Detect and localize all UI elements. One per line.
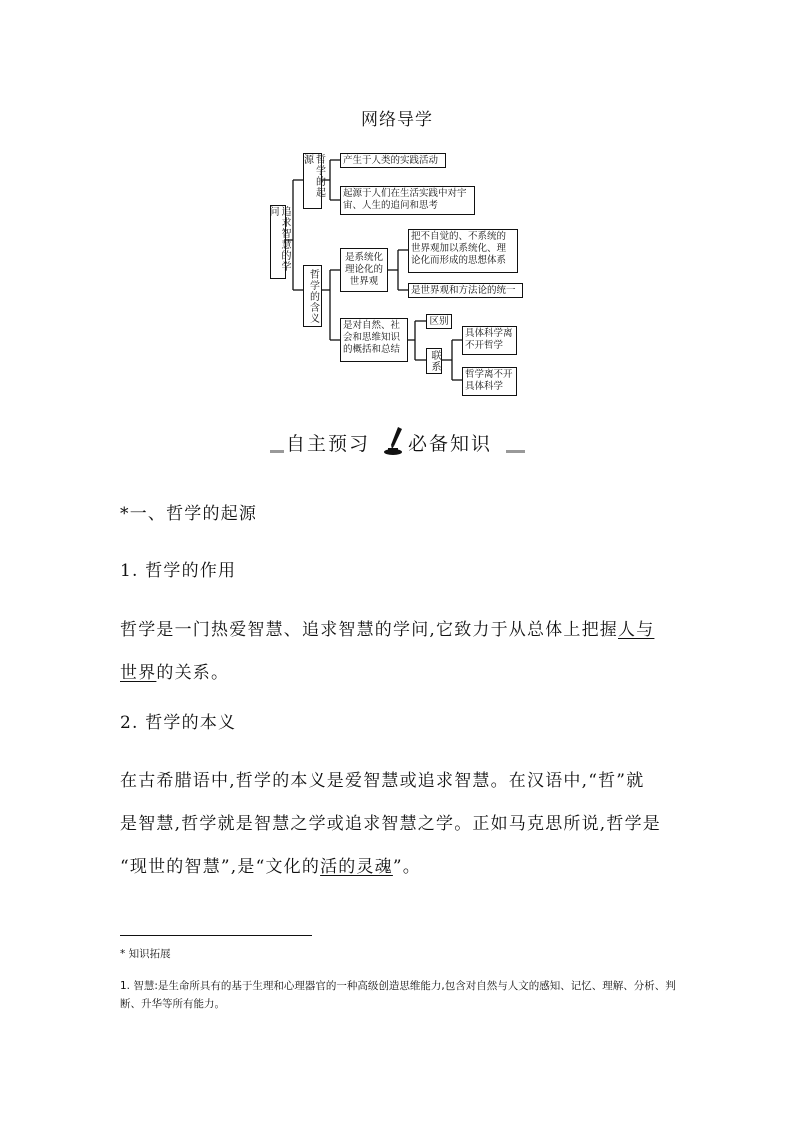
paragraph-meaning-line3b: ”。 (392, 857, 421, 877)
map-meaning: 哲学的含义 (303, 265, 322, 327)
underline-living-soul: 活的灵魂 (320, 857, 393, 877)
map-origin-b: 起源于人们在生活实践中对宇宙、人生的追问和思考 (340, 186, 475, 215)
map-summary: 是对自然、社会和思维知识的概括和总结 (340, 318, 408, 362)
footnote-text: 1. 智慧:是生命所具有的基于生理和心理器官的一种高级创造思维能力,包含对自然与人文的感知、记忆、理解、分析、判断、升华等所有能力。 (120, 980, 676, 1010)
paragraph-role-text: 哲学是一门热爱智慧、追求智慧的学问,它致力于从总体上把握 (120, 620, 619, 640)
page-title: 网络导学 (361, 110, 433, 130)
banner-rule-left (270, 450, 284, 453)
banner-right-label: 必备知识 (408, 433, 493, 455)
banner-rule-right (506, 450, 525, 453)
paragraph-role-end: 的关系。 (156, 663, 230, 683)
map-origin-a: 产生于人类的实践活动 (340, 153, 446, 168)
map-worldview-b: 是世界观和方法论的统一 (408, 283, 523, 298)
map-difference: 区别 (426, 314, 452, 329)
paragraph-role (120, 609, 680, 695)
map-link: 联系 (426, 348, 442, 374)
paragraph-meaning-line3a: “现世的智慧”,是“文化的 (120, 857, 321, 877)
footnote-divider (120, 935, 312, 936)
map-worldview: 是系统化理论化的世界观 (340, 248, 388, 292)
map-worldview-a: 把不自觉的、不系统的世界观加以系统化、理论化而形成的思想体系 (408, 229, 518, 273)
ink-pen-icon (382, 426, 406, 456)
footnote-mark: * 知识拓展 (120, 948, 171, 960)
section-banner (270, 426, 525, 460)
banner-left-label: 自主预习 (286, 433, 371, 455)
paragraph-meaning-line1: 在古希腊语中,哲学的本义是爱智慧或追求智慧。在汉语中,“哲”就 (120, 771, 645, 791)
underline-world: 世界 (120, 663, 157, 683)
paragraph-meaning (120, 760, 680, 889)
paragraph-meaning-line2: 是智慧,哲学就是智慧之学或追求智慧之学。正如马克思所说,哲学是 (120, 814, 662, 834)
map-link-b: 哲学离不开具体科学 (462, 367, 517, 396)
subheading-role: 1. 哲学的作用 (120, 561, 237, 581)
section-heading: *一、哲学的起源 (120, 504, 258, 524)
subheading-meaning: 2. 哲学的本义 (120, 713, 237, 733)
map-origin: 哲学的起源 (303, 153, 322, 209)
map-link-a: 具体科学离不开哲学 (462, 326, 517, 355)
map-root: 追求智慧的学问 (270, 205, 286, 279)
underline-human: 人与 (618, 620, 655, 640)
